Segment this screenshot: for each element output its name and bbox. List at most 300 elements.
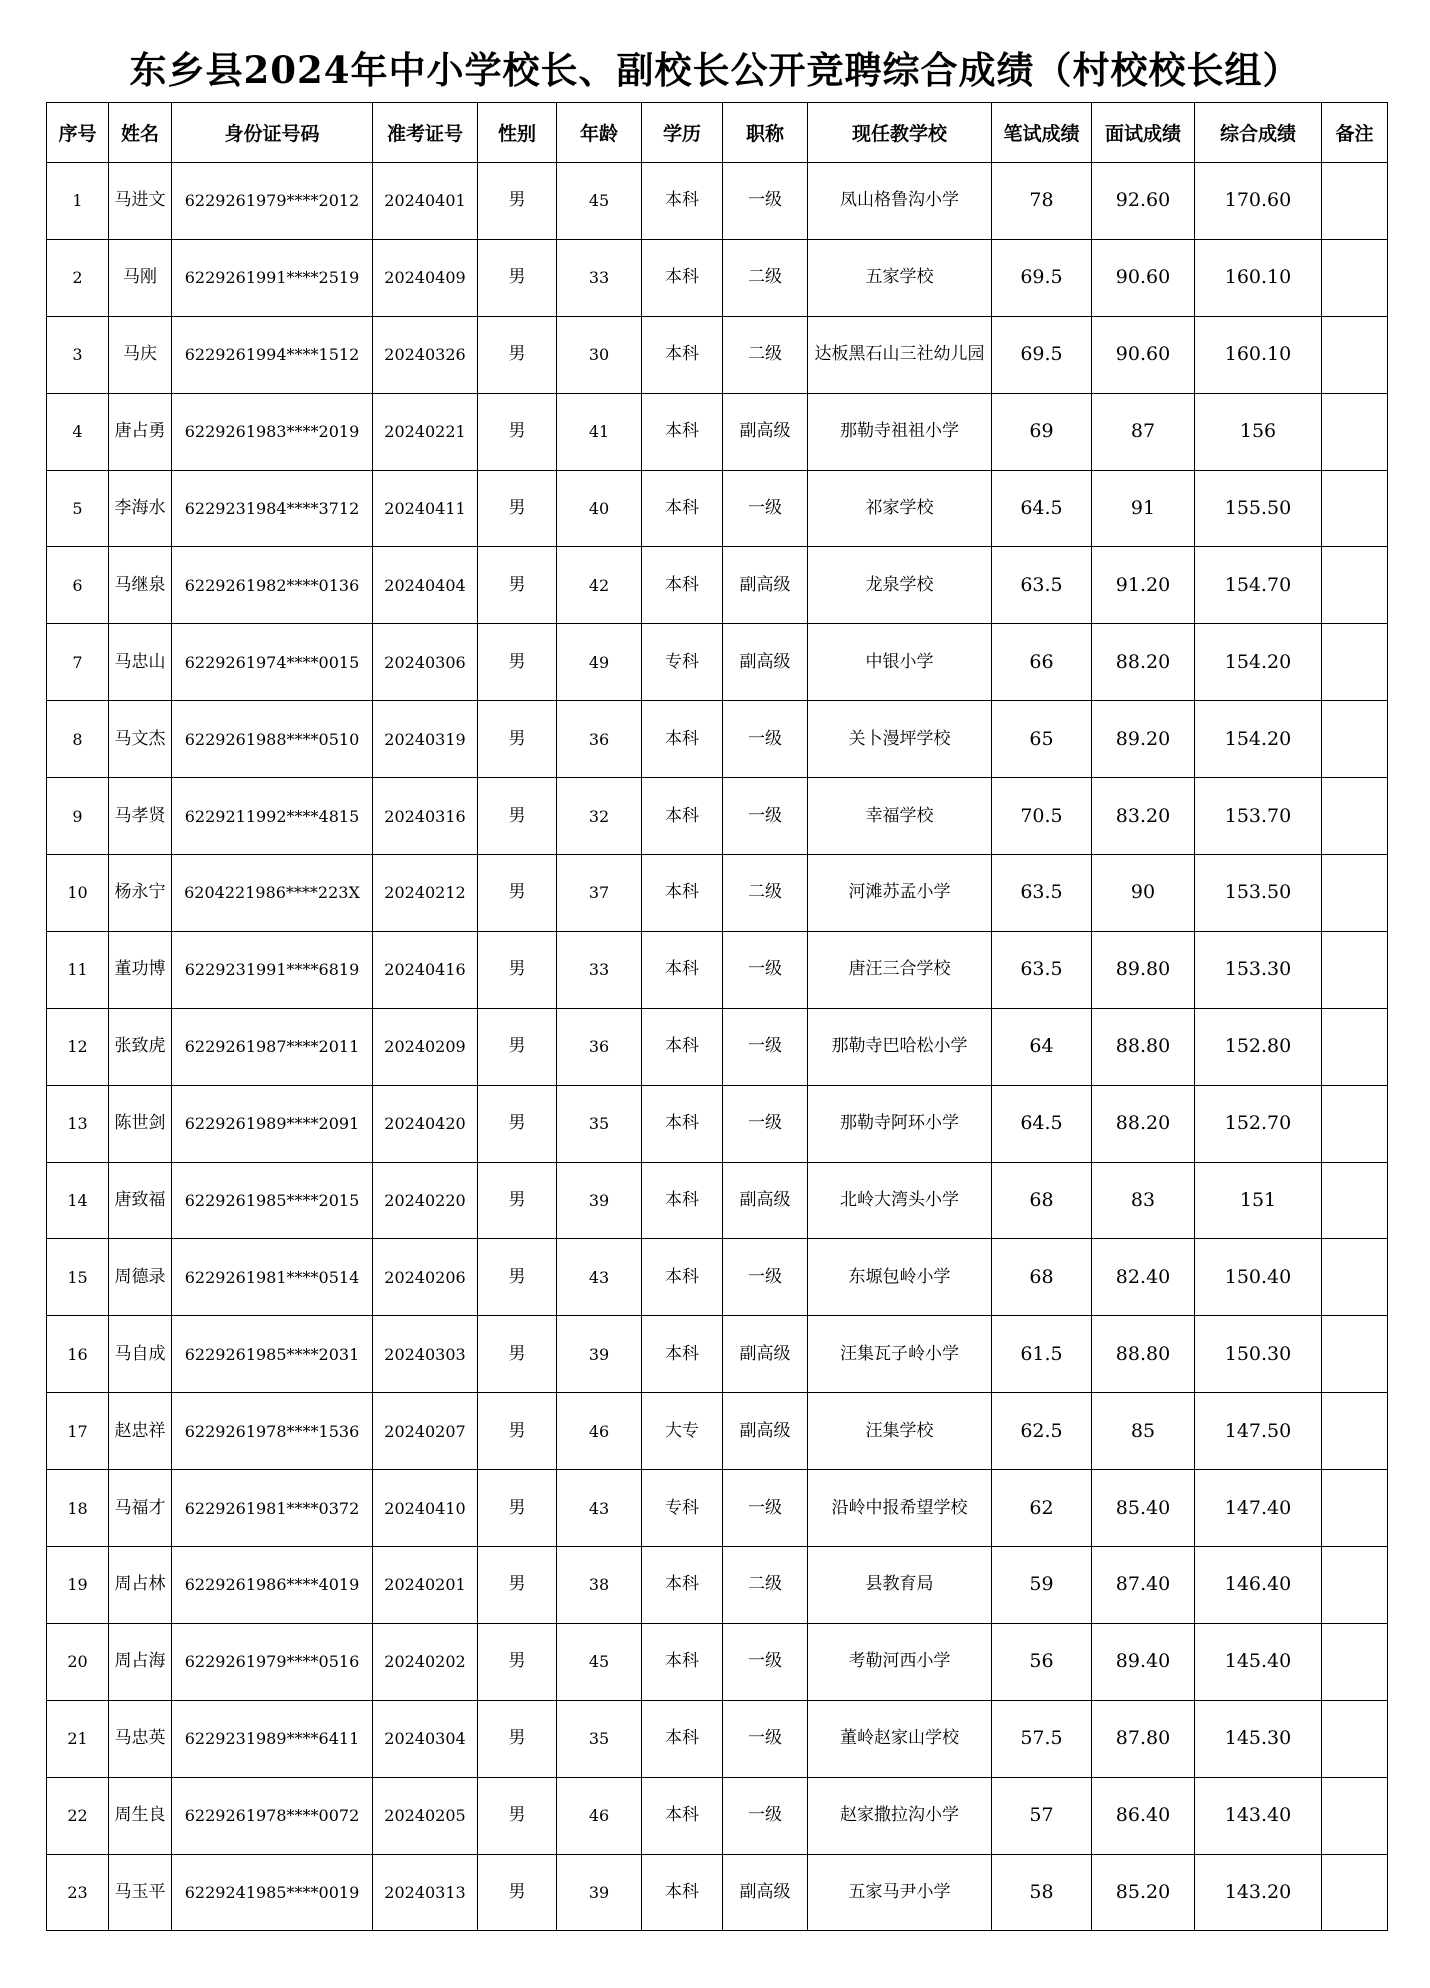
row-written-score: 61.5 (992, 1316, 1092, 1393)
row-id-number: 6229231984****3712 (172, 470, 373, 547)
row-exam-number: 20240304 (373, 1700, 478, 1777)
table-row (47, 316, 1388, 393)
page-title: 东乡县2024年中小学校长、副校长公开竞聘综合成绩（村校校长组） (129, 48, 1301, 92)
row-written-score: 64.5 (992, 1085, 1092, 1162)
row-seq: 21 (47, 1700, 109, 1777)
row-id-number: 6229261978****0072 (172, 1777, 373, 1854)
row-school: 东塬包岭小学 (808, 1239, 992, 1316)
header-written-score: 笔试成绩 (992, 103, 1092, 163)
row-education: 本科 (642, 1777, 723, 1854)
row-rank: 副高级 (723, 624, 808, 701)
row-exam-number: 20240326 (373, 316, 478, 393)
row-total-score: 160.10 (1195, 239, 1322, 316)
row-gender: 男 (478, 1547, 557, 1624)
row-interview-score: 85 (1092, 1393, 1195, 1470)
row-total-score: 152.80 (1195, 1008, 1322, 1085)
row-id-number: 6229261974****0015 (172, 624, 373, 701)
table-row (47, 1470, 1388, 1547)
row-age: 39 (557, 1162, 642, 1239)
table-row (47, 1316, 1388, 1393)
table-body (47, 163, 1388, 1931)
row-rank: 副高级 (723, 393, 808, 470)
row-interview-score: 83 (1092, 1162, 1195, 1239)
table-header-row (47, 103, 1388, 163)
row-remarks (1322, 470, 1388, 547)
row-id-number: 6229261981****0372 (172, 1470, 373, 1547)
header-id-number: 身份证号码 (172, 103, 373, 163)
row-exam-number: 20240206 (373, 1239, 478, 1316)
row-seq: 9 (47, 778, 109, 855)
row-education: 专科 (642, 1470, 723, 1547)
row-rank: 二级 (723, 855, 808, 932)
row-interview-score: 92.60 (1092, 163, 1195, 240)
row-school: 五家学校 (808, 239, 992, 316)
row-total-score: 145.30 (1195, 1700, 1322, 1777)
row-remarks (1322, 1239, 1388, 1316)
table-row (47, 470, 1388, 547)
row-written-score: 63.5 (992, 931, 1092, 1008)
row-interview-score: 83.20 (1092, 778, 1195, 855)
row-remarks (1322, 1777, 1388, 1854)
row-gender: 男 (478, 547, 557, 624)
row-age: 37 (557, 855, 642, 932)
row-age: 38 (557, 1547, 642, 1624)
header-interview-score: 面试成绩 (1092, 103, 1195, 163)
row-age: 35 (557, 1700, 642, 1777)
row-age: 46 (557, 1777, 642, 1854)
row-gender: 男 (478, 1316, 557, 1393)
table-row (47, 1085, 1388, 1162)
row-age: 46 (557, 1393, 642, 1470)
row-age: 45 (557, 1623, 642, 1700)
row-gender: 男 (478, 701, 557, 778)
row-remarks (1322, 316, 1388, 393)
row-school: 龙泉学校 (808, 547, 992, 624)
row-age: 49 (557, 624, 642, 701)
row-school: 县教育局 (808, 1547, 992, 1624)
row-seq: 3 (47, 316, 109, 393)
row-name: 周占林 (109, 1547, 172, 1624)
row-rank: 副高级 (723, 1393, 808, 1470)
row-education: 本科 (642, 470, 723, 547)
row-interview-score: 85.40 (1092, 1470, 1195, 1547)
row-age: 32 (557, 778, 642, 855)
row-exam-number: 20240409 (373, 239, 478, 316)
row-total-score: 154.20 (1195, 701, 1322, 778)
table-row (47, 1239, 1388, 1316)
row-exam-number: 20240411 (373, 470, 478, 547)
row-seq: 18 (47, 1470, 109, 1547)
row-total-score: 145.40 (1195, 1623, 1322, 1700)
row-education: 本科 (642, 393, 723, 470)
row-exam-number: 20240404 (373, 547, 478, 624)
row-school: 凤山格鲁沟小学 (808, 163, 992, 240)
table-row (47, 239, 1388, 316)
row-rank: 一级 (723, 1239, 808, 1316)
row-seq: 13 (47, 1085, 109, 1162)
row-education: 本科 (642, 1854, 723, 1931)
row-name: 马福才 (109, 1470, 172, 1547)
table-row (47, 1623, 1388, 1700)
table-row (47, 778, 1388, 855)
row-gender: 男 (478, 624, 557, 701)
row-name: 马庆 (109, 316, 172, 393)
row-total-score: 147.50 (1195, 1393, 1322, 1470)
row-name: 李海水 (109, 470, 172, 547)
header-rank: 职称 (723, 103, 808, 163)
row-exam-number: 20240202 (373, 1623, 478, 1700)
row-education: 本科 (642, 701, 723, 778)
row-name: 董功博 (109, 931, 172, 1008)
row-written-score: 56 (992, 1623, 1092, 1700)
row-written-score: 64 (992, 1008, 1092, 1085)
row-rank: 副高级 (723, 1162, 808, 1239)
score-table (46, 102, 1388, 1931)
row-id-number: 6229261987****2011 (172, 1008, 373, 1085)
row-remarks (1322, 1700, 1388, 1777)
table-row (47, 855, 1388, 932)
row-education: 本科 (642, 1162, 723, 1239)
row-id-number: 6229261978****1536 (172, 1393, 373, 1470)
row-written-score: 78 (992, 163, 1092, 240)
row-total-score: 160.10 (1195, 316, 1322, 393)
row-written-score: 62.5 (992, 1393, 1092, 1470)
row-seq: 15 (47, 1239, 109, 1316)
row-remarks (1322, 239, 1388, 316)
row-school: 那勒寺巴哈松小学 (808, 1008, 992, 1085)
row-rank: 一级 (723, 1623, 808, 1700)
row-education: 本科 (642, 1008, 723, 1085)
row-school: 河滩苏孟小学 (808, 855, 992, 932)
row-id-number: 6229261988****0510 (172, 701, 373, 778)
row-id-number: 6229261982****0136 (172, 547, 373, 624)
row-exam-number: 20240420 (373, 1085, 478, 1162)
row-id-number: 6229231991****6819 (172, 931, 373, 1008)
row-age: 30 (557, 316, 642, 393)
row-total-score: 170.60 (1195, 163, 1322, 240)
row-remarks (1322, 701, 1388, 778)
row-rank: 副高级 (723, 1854, 808, 1931)
row-seq: 16 (47, 1316, 109, 1393)
row-age: 39 (557, 1854, 642, 1931)
row-name: 马继泉 (109, 547, 172, 624)
row-name: 唐占勇 (109, 393, 172, 470)
table-row (47, 1777, 1388, 1854)
row-school: 汪集学校 (808, 1393, 992, 1470)
row-name: 张致虎 (109, 1008, 172, 1085)
row-name: 周生良 (109, 1777, 172, 1854)
row-rank: 一级 (723, 1470, 808, 1547)
row-rank: 一级 (723, 1700, 808, 1777)
row-written-score: 62 (992, 1470, 1092, 1547)
row-interview-score: 89.80 (1092, 931, 1195, 1008)
row-education: 本科 (642, 239, 723, 316)
row-gender: 男 (478, 1008, 557, 1085)
row-education: 本科 (642, 547, 723, 624)
row-name: 马玉平 (109, 1854, 172, 1931)
table-row (47, 1854, 1388, 1931)
row-remarks (1322, 1623, 1388, 1700)
row-exam-number: 20240212 (373, 855, 478, 932)
row-total-score: 153.30 (1195, 931, 1322, 1008)
row-total-score: 150.40 (1195, 1239, 1322, 1316)
row-name: 陈世剑 (109, 1085, 172, 1162)
header-gender: 性别 (478, 103, 557, 163)
row-name: 马忠山 (109, 624, 172, 701)
row-exam-number: 20240306 (373, 624, 478, 701)
row-gender: 男 (478, 393, 557, 470)
row-total-score: 143.40 (1195, 1777, 1322, 1854)
row-exam-number: 20240416 (373, 931, 478, 1008)
row-interview-score: 88.80 (1092, 1008, 1195, 1085)
row-exam-number: 20240319 (373, 701, 478, 778)
row-written-score: 68 (992, 1162, 1092, 1239)
row-education: 本科 (642, 163, 723, 240)
header-current-school: 现任教学校 (808, 103, 992, 163)
row-total-score: 147.40 (1195, 1470, 1322, 1547)
header-name: 姓名 (109, 103, 172, 163)
row-written-score: 63.5 (992, 855, 1092, 932)
row-school: 北岭大湾头小学 (808, 1162, 992, 1239)
row-seq: 5 (47, 470, 109, 547)
row-written-score: 65 (992, 701, 1092, 778)
row-exam-number: 20240313 (373, 1854, 478, 1931)
row-id-number: 6229211992****4815 (172, 778, 373, 855)
row-gender: 男 (478, 1239, 557, 1316)
row-name: 马孝贤 (109, 778, 172, 855)
row-education: 本科 (642, 1547, 723, 1624)
row-school: 中银小学 (808, 624, 992, 701)
row-gender: 男 (478, 1393, 557, 1470)
row-name: 马忠英 (109, 1700, 172, 1777)
row-id-number: 6229261981****0514 (172, 1239, 373, 1316)
row-total-score: 153.50 (1195, 855, 1322, 932)
row-rank: 一级 (723, 163, 808, 240)
row-school: 沿岭中报希望学校 (808, 1470, 992, 1547)
row-seq: 14 (47, 1162, 109, 1239)
row-seq: 4 (47, 393, 109, 470)
row-total-score: 154.20 (1195, 624, 1322, 701)
row-total-score: 156 (1195, 393, 1322, 470)
row-total-score: 155.50 (1195, 470, 1322, 547)
header-exam-number: 准考证号 (373, 103, 478, 163)
row-school: 五家马尹小学 (808, 1854, 992, 1931)
row-id-number: 6229261994****1512 (172, 316, 373, 393)
row-gender: 男 (478, 1085, 557, 1162)
row-id-number: 6229261985****2015 (172, 1162, 373, 1239)
row-id-number: 6229261983****2019 (172, 393, 373, 470)
row-id-number: 6229261979****2012 (172, 163, 373, 240)
row-school: 唐汪三合学校 (808, 931, 992, 1008)
row-remarks (1322, 1547, 1388, 1624)
row-education: 本科 (642, 1316, 723, 1393)
row-seq: 1 (47, 163, 109, 240)
row-gender: 男 (478, 931, 557, 1008)
row-written-score: 63.5 (992, 547, 1092, 624)
row-written-score: 69.5 (992, 239, 1092, 316)
row-gender: 男 (478, 316, 557, 393)
row-education: 本科 (642, 1623, 723, 1700)
row-school: 祁家学校 (808, 470, 992, 547)
row-written-score: 68 (992, 1239, 1092, 1316)
row-exam-number: 20240205 (373, 1777, 478, 1854)
row-id-number: 6229261985****2031 (172, 1316, 373, 1393)
row-age: 43 (557, 1470, 642, 1547)
row-education: 本科 (642, 1085, 723, 1162)
row-education: 大专 (642, 1393, 723, 1470)
table-row (47, 1700, 1388, 1777)
row-name: 马进文 (109, 163, 172, 240)
row-seq: 17 (47, 1393, 109, 1470)
row-remarks (1322, 1085, 1388, 1162)
header-education: 学历 (642, 103, 723, 163)
row-seq: 19 (47, 1547, 109, 1624)
row-interview-score: 90.60 (1092, 316, 1195, 393)
row-education: 专科 (642, 624, 723, 701)
header-total-score: 综合成绩 (1195, 103, 1322, 163)
row-gender: 男 (478, 1470, 557, 1547)
row-remarks (1322, 1470, 1388, 1547)
row-rank: 一级 (723, 701, 808, 778)
row-name: 周德录 (109, 1239, 172, 1316)
header-seq: 序号 (47, 103, 109, 163)
row-total-score: 154.70 (1195, 547, 1322, 624)
row-age: 33 (557, 931, 642, 1008)
row-name: 赵忠祥 (109, 1393, 172, 1470)
row-age: 36 (557, 1008, 642, 1085)
row-remarks (1322, 1162, 1388, 1239)
row-remarks (1322, 624, 1388, 701)
row-written-score: 58 (992, 1854, 1092, 1931)
row-name: 马自成 (109, 1316, 172, 1393)
row-exam-number: 20240316 (373, 778, 478, 855)
row-rank: 副高级 (723, 547, 808, 624)
row-age: 33 (557, 239, 642, 316)
row-age: 35 (557, 1085, 642, 1162)
row-school: 赵家撒拉沟小学 (808, 1777, 992, 1854)
row-education: 本科 (642, 1239, 723, 1316)
row-written-score: 69.5 (992, 316, 1092, 393)
row-total-score: 150.30 (1195, 1316, 1322, 1393)
row-id-number: 6229261979****0516 (172, 1623, 373, 1700)
row-gender: 男 (478, 1777, 557, 1854)
row-seq: 23 (47, 1854, 109, 1931)
row-written-score: 69 (992, 393, 1092, 470)
table-row (47, 1393, 1388, 1470)
row-remarks (1322, 1854, 1388, 1931)
row-id-number: 6229241985****0019 (172, 1854, 373, 1931)
row-education: 本科 (642, 778, 723, 855)
row-seq: 10 (47, 855, 109, 932)
row-school: 董岭赵家山学校 (808, 1700, 992, 1777)
row-gender: 男 (478, 163, 557, 240)
table-row (47, 1008, 1388, 1085)
row-seq: 2 (47, 239, 109, 316)
header-age: 年龄 (557, 103, 642, 163)
row-written-score: 70.5 (992, 778, 1092, 855)
row-written-score: 57 (992, 1777, 1092, 1854)
row-total-score: 146.40 (1195, 1547, 1322, 1624)
row-age: 40 (557, 470, 642, 547)
row-interview-score: 86.40 (1092, 1777, 1195, 1854)
row-id-number: 6229231989****6411 (172, 1700, 373, 1777)
row-seq: 20 (47, 1623, 109, 1700)
row-remarks (1322, 163, 1388, 240)
row-written-score: 64.5 (992, 470, 1092, 547)
row-age: 43 (557, 1239, 642, 1316)
row-age: 36 (557, 701, 642, 778)
row-written-score: 59 (992, 1547, 1092, 1624)
row-exam-number: 20240410 (373, 1470, 478, 1547)
row-age: 41 (557, 393, 642, 470)
row-total-score: 151 (1195, 1162, 1322, 1239)
row-interview-score: 90 (1092, 855, 1195, 932)
row-name: 马刚 (109, 239, 172, 316)
row-age: 42 (557, 547, 642, 624)
row-interview-score: 88.20 (1092, 624, 1195, 701)
row-rank: 二级 (723, 316, 808, 393)
row-interview-score: 89.40 (1092, 1623, 1195, 1700)
row-school: 关卜漫坪学校 (808, 701, 992, 778)
row-gender: 男 (478, 855, 557, 932)
row-total-score: 152.70 (1195, 1085, 1322, 1162)
row-rank: 一级 (723, 1008, 808, 1085)
row-interview-score: 87.80 (1092, 1700, 1195, 1777)
row-exam-number: 20240209 (373, 1008, 478, 1085)
row-name: 马文杰 (109, 701, 172, 778)
row-education: 本科 (642, 931, 723, 1008)
row-remarks (1322, 1316, 1388, 1393)
row-gender: 男 (478, 239, 557, 316)
row-id-number: 6229261991****2519 (172, 239, 373, 316)
row-rank: 一级 (723, 931, 808, 1008)
row-rank: 一级 (723, 778, 808, 855)
row-education: 本科 (642, 855, 723, 932)
row-remarks (1322, 778, 1388, 855)
table-row (47, 1162, 1388, 1239)
row-seq: 7 (47, 624, 109, 701)
row-interview-score: 90.60 (1092, 239, 1195, 316)
row-remarks (1322, 393, 1388, 470)
row-exam-number: 20240220 (373, 1162, 478, 1239)
row-school: 那勒寺祖祖小学 (808, 393, 992, 470)
row-name: 杨永宁 (109, 855, 172, 932)
row-rank: 一级 (723, 1777, 808, 1854)
row-interview-score: 91 (1092, 470, 1195, 547)
table-row (47, 163, 1388, 240)
table-row (47, 1547, 1388, 1624)
header-remarks: 备注 (1322, 103, 1388, 163)
row-interview-score: 89.20 (1092, 701, 1195, 778)
row-rank: 一级 (723, 1085, 808, 1162)
row-school: 那勒寺阿环小学 (808, 1085, 992, 1162)
row-education: 本科 (642, 1700, 723, 1777)
row-age: 45 (557, 163, 642, 240)
row-gender: 男 (478, 1854, 557, 1931)
row-rank: 一级 (723, 470, 808, 547)
row-rank: 二级 (723, 1547, 808, 1624)
row-exam-number: 20240201 (373, 1547, 478, 1624)
row-interview-score: 91.20 (1092, 547, 1195, 624)
row-school: 考勒河西小学 (808, 1623, 992, 1700)
row-gender: 男 (478, 1623, 557, 1700)
row-interview-score: 87 (1092, 393, 1195, 470)
table-row (47, 547, 1388, 624)
table-row (47, 931, 1388, 1008)
row-education: 本科 (642, 316, 723, 393)
row-school: 汪集瓦子岭小学 (808, 1316, 992, 1393)
table-row (47, 624, 1388, 701)
